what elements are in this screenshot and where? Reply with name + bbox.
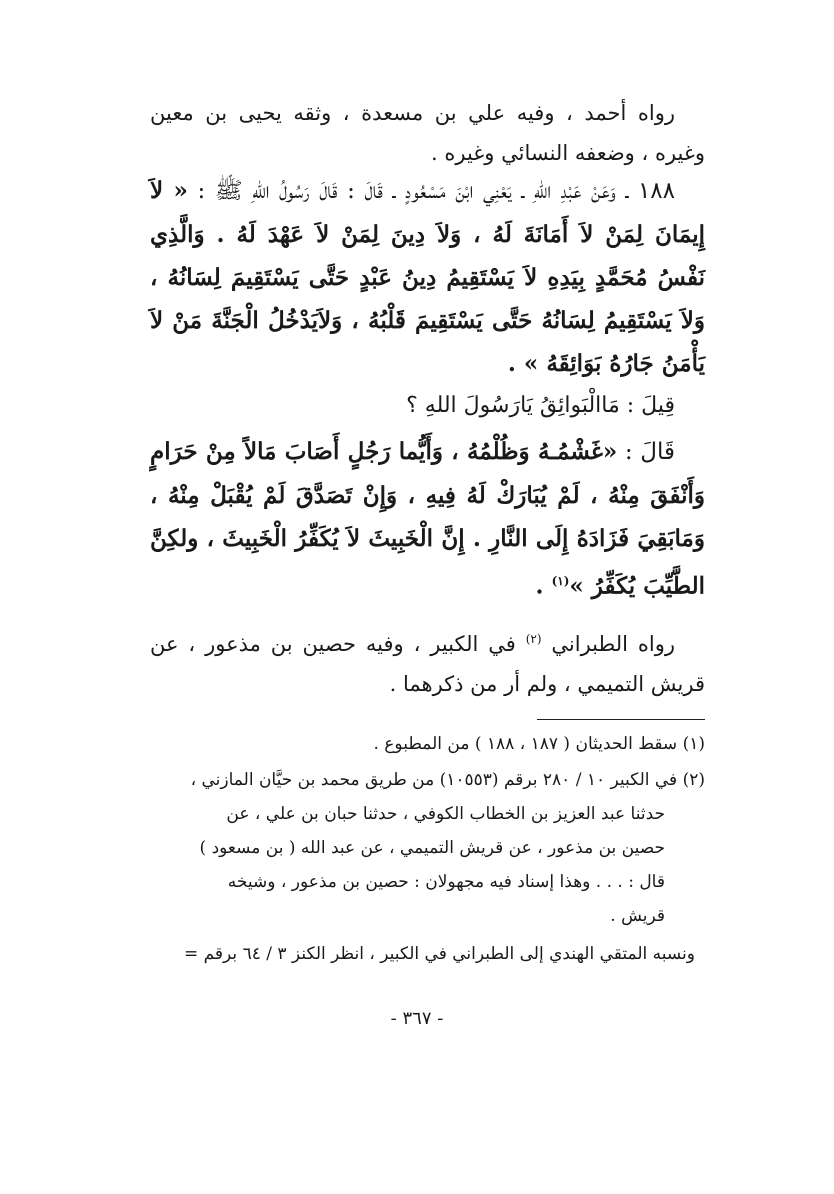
- footnotes: [130, 727, 705, 971]
- footnote-ref-2: (٢): [525, 632, 542, 646]
- footnote-2-line-1: (٢) في الكبير ١٠ / ٢٨٠ برقم (١٠٥٥٣) من طريق محمد بن حيَّان المازني ،: [190, 770, 705, 790]
- answer-end: .: [535, 572, 552, 600]
- narration-text-2a: رواه الطبراني: [541, 632, 675, 656]
- footnote-2-line-3: حصين بن مذعور ، عن قريش التميمي ، عن عبد الله ( بن مسعود ): [199, 838, 665, 858]
- footnote-continuation: ونسبه المتقي الهندي إلى الطبراني في الكبير ، انظر الكنز ٣ / ٦٤ برقم =: [183, 944, 695, 964]
- answer-text: «غَشْمُـهُ وَظُلْمُهُ ، وَأَيُّما رَجُلٍ أَصَابَ مَالاً مِنْ حَرَامٍ وَأَنْفَقَ مِنْهُ ، لَمْ يُبَارَكْ لَهُ فِيهِ ، وَإِنْ تَصَدَّقَ لَمْ يُقْبَلْ مِنْهُ ، وَمَابَقِيَ فَزَادَهُ إِلَى النَّارِ . إِنَّ الْخَبِيثَ لاَ يُكَفِّرُ الْخَبِيثَ ، ولكِنَّ الطَّيِّبَ يُكَفِّرُ »: [150, 438, 705, 600]
- footnote-2-line-2: حدثنا عبد العزيز بن الخطاب الكوفي ، حدثنا حبان بن علي ، عن: [226, 804, 665, 824]
- narration-paragraph-2: [150, 619, 705, 704]
- answer-paragraph: [150, 430, 705, 608]
- footnote-separator: [537, 719, 705, 720]
- question-line: [150, 386, 705, 426]
- footnote-2-line-4: قال : . . . وهذا إسناد فيه مجهولان : حصين بن مذعور ، وشيخه: [227, 872, 665, 892]
- page-number: - ٣٦٧ -: [390, 1008, 444, 1029]
- footnote-1: (١) سقط الحديثان ( ١٨٧ ، ١٨٨ ) من المطبوع .: [373, 734, 705, 754]
- question-text: قِيلَ : مَاالْبَوائِقُ يَارَسُولَ اللهِ ؟: [406, 393, 675, 418]
- hadith-isnad: ١٨٨ ـ وَعَنْ عَبْدِ اللهِ ـ يَعْنِي ابْنَ مَسْعُودٍ ـ قَالَ : قَالَ رَسُولُ اللهِ ﷺ :: [187, 178, 676, 204]
- narration-text-2b: في الكبير ، وفيه حصين بن مذعور ، عن قريش التميمي ، ولم أر من ذكرهما .: [150, 632, 705, 696]
- narration-text-1: رواه أحمد ، وفيه علي بن مسعدة ، وثقه يحيى بن معين وغيره ، وضعفه النسائي وغيره .: [150, 101, 705, 165]
- answer-head: قَالَ :: [617, 439, 675, 465]
- hadith-188: [150, 169, 705, 385]
- footnote-2-line-5: قريش .: [610, 906, 665, 926]
- narration-paragraph-1: [150, 93, 705, 173]
- footnote-ref-1: (١): [551, 574, 570, 588]
- hadith-matn: « لاَ إِيمَانَ لِمَنْ لاَ أَمَانَةَ لَهُ ، وَلاَ دِينَ لِمَنْ لاَ عَهْدَ لَهُ . وَالَّذِي نَفْسُ مُحَمَّدٍ بِيَدِهِ لاَ يَسْتَقِيمُ دِينُ عَبْدٍ حَتَّى يَسْتَقِيمَ لِسَانُهُ ، وَلاَ يَسْتَقِيمُ لِسَانُهُ حَتَّى يَسْتَقِيمَ قَلْبُهُ ، وَلاَيَدْخُلُ الْجَنَّةَ مَنْ لاَ يَأْمَنُ جَارُهُ بَوَائِقَهُ » .: [150, 177, 705, 377]
